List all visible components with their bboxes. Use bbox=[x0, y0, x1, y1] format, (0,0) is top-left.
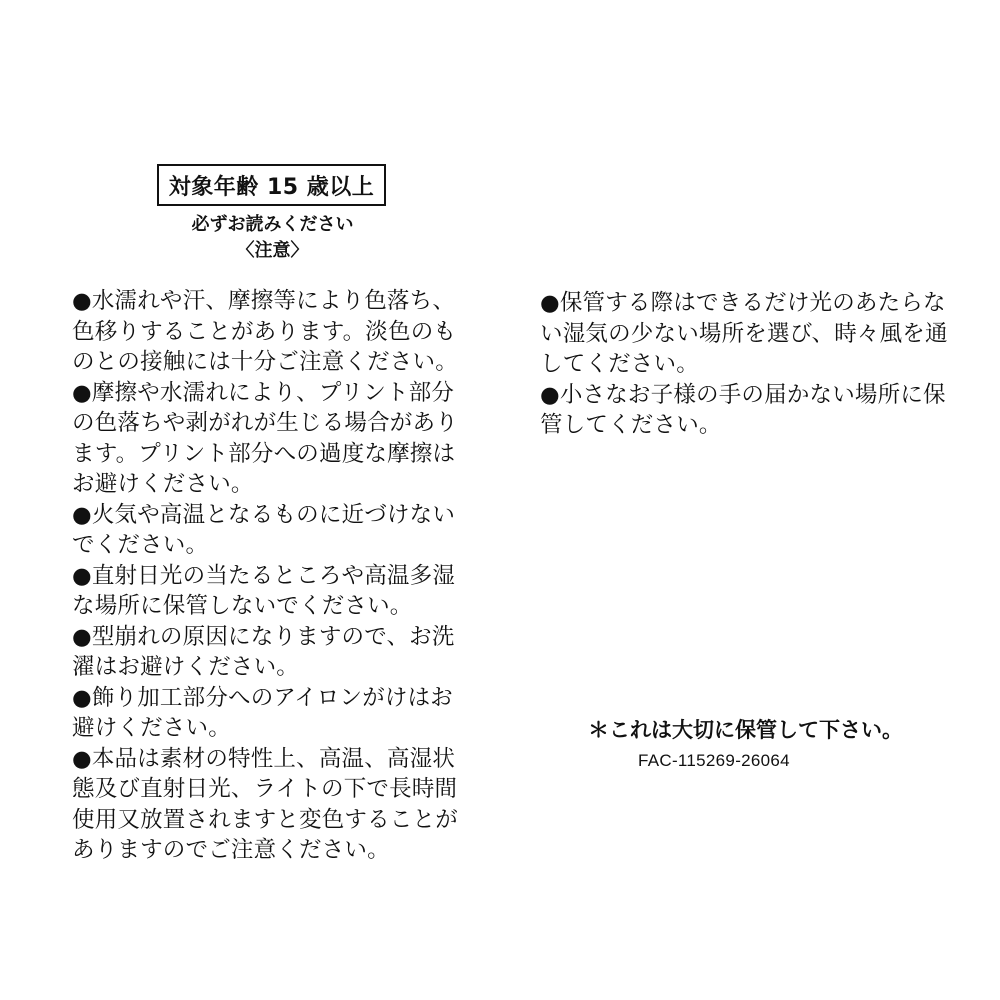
age-label-box bbox=[157, 164, 386, 206]
age-label: 対象年齢 15 歳以上 bbox=[168, 174, 375, 200]
keep-note: ＊これは大切に保管して下さい。 bbox=[588, 718, 903, 742]
left-line: のとの接触には十分ご注意ください。 bbox=[72, 349, 458, 375]
right-line: してください。 bbox=[540, 351, 699, 377]
left-line: 態及び直射日光、ライトの下で長時間 bbox=[72, 776, 458, 802]
right-caution-list bbox=[540, 288, 960, 441]
caution-heading: 〈注意〉 bbox=[236, 240, 309, 261]
right-line: 管してください。 bbox=[540, 412, 722, 438]
read-notice-block bbox=[155, 212, 390, 264]
left-line: ●火気や高温となるものに近づけない bbox=[72, 501, 456, 528]
right-line: ●保管する際はできるだけ光のあたらな bbox=[540, 290, 946, 316]
left-line: の色落ちや剥がれが生じる場合があり bbox=[72, 410, 458, 436]
left-line: 使用又放置されますと変色することが bbox=[72, 806, 458, 833]
left-line: ●本品は素材の特性上、高温、高湿状 bbox=[72, 745, 456, 772]
right-line: い湿気の少ない場所を選び、時々風を通 bbox=[540, 320, 948, 347]
left-line: お避けください。 bbox=[72, 471, 254, 497]
left-line: でください。 bbox=[72, 532, 209, 558]
left-line: ●型崩れの原因になりますので、お洗 bbox=[72, 623, 455, 650]
left-line: な場所に保管しないでください。 bbox=[72, 593, 413, 619]
left-line: 色移りすることがあります。淡色のも bbox=[72, 318, 457, 345]
left-line: ●水濡れや汗、摩擦等により色落ち、 bbox=[72, 288, 456, 314]
left-caution-list bbox=[72, 286, 492, 866]
left-line: ●摩擦や水濡れにより、プリント部分 bbox=[72, 379, 455, 406]
product-code: FAC-115269-26064 bbox=[638, 751, 790, 770]
left-line: 避けください。 bbox=[72, 715, 231, 741]
left-line: ●直射日光の当たるところや高温多湿 bbox=[72, 562, 456, 589]
left-line: ●飾り加工部分へのアイロンがけはお bbox=[72, 684, 454, 711]
left-line: 濯はお避けください。 bbox=[72, 654, 300, 680]
read-notice: 必ずお読みください bbox=[191, 214, 354, 235]
right-line: ●小さなお子様の手の届かない場所に保 bbox=[540, 381, 946, 408]
left-line: ます。プリント部分への過度な摩擦は bbox=[72, 440, 456, 467]
left-line: ありますのでご注意ください。 bbox=[72, 837, 390, 863]
